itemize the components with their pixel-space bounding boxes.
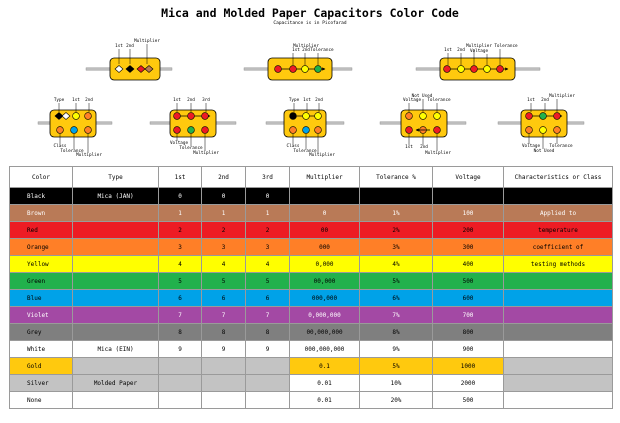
cell-d1: 4	[159, 256, 202, 273]
cell-color: Orange	[10, 239, 73, 256]
color-dot	[303, 127, 310, 134]
band-label: 2nd	[541, 98, 549, 103]
cell-volt: 400	[433, 256, 504, 273]
header-2nd: 2nd	[202, 167, 246, 188]
color-dot	[275, 66, 282, 73]
cell-color: Black	[10, 188, 73, 205]
band-label: 1st	[405, 145, 413, 150]
color-dot	[540, 127, 547, 134]
color-dot	[420, 113, 427, 120]
cell-char: Applied to	[504, 205, 613, 222]
table-row-yellow	[10, 256, 613, 273]
cell-color: Gold	[10, 358, 73, 375]
band-label: Class	[53, 144, 67, 149]
band-label: 2nd	[302, 48, 310, 53]
cell-volt: 200	[433, 222, 504, 239]
cell-d2: 2	[202, 222, 246, 239]
cell-color: White	[10, 341, 73, 358]
cell-mult: 0,000,000	[290, 307, 360, 324]
cell-mult: 00,000	[290, 273, 360, 290]
cell-tol: 4%	[360, 256, 433, 273]
cell-d3: 9	[246, 341, 290, 358]
cell-d2	[202, 392, 246, 409]
band-label: Multiplier	[76, 153, 102, 158]
color-dot	[434, 127, 441, 134]
cell-d3: 6	[246, 290, 290, 307]
cell-volt	[433, 188, 504, 205]
band-label: Multiplier	[293, 44, 319, 49]
cell-char	[504, 392, 613, 409]
cell-d2: 1	[202, 205, 246, 222]
cell-mult: 0	[290, 205, 360, 222]
table-row-silver	[10, 375, 613, 392]
cell-mult: 00	[290, 222, 360, 239]
cell-d1: 3	[159, 239, 202, 256]
band-label: Voltage	[469, 49, 489, 54]
cell-mult: 000,000	[290, 290, 360, 307]
header-voltage: Voltage	[433, 167, 504, 188]
cell-color: Grey	[10, 324, 73, 341]
cell-type	[73, 205, 159, 222]
cell-mult: 0.01	[290, 375, 360, 392]
band-label: 2nd	[420, 145, 428, 150]
band-label: 2nd	[126, 44, 134, 49]
color-dot	[188, 113, 195, 120]
band-label: 1st	[444, 48, 452, 53]
table-row-brown	[10, 205, 613, 222]
cell-char: temperature	[504, 222, 613, 239]
color-code-table	[9, 166, 613, 409]
cell-color: Brown	[10, 205, 73, 222]
table-header-row	[10, 167, 613, 188]
cell-volt: 500	[433, 273, 504, 290]
table-row-blue	[10, 290, 613, 307]
cell-volt: 2000	[433, 375, 504, 392]
band-label: 1st	[72, 98, 80, 103]
color-dot	[174, 113, 181, 120]
color-dot	[188, 127, 195, 134]
color-dot	[315, 127, 322, 134]
cell-d1: 0	[159, 188, 202, 205]
cell-type	[73, 256, 159, 273]
page-title: Mica and Molded Paper Capacitors Color Code	[161, 6, 459, 20]
color-dot	[484, 66, 491, 73]
cell-d1: 2	[159, 222, 202, 239]
table-row-orange	[10, 239, 613, 256]
band-label: 1st	[527, 98, 535, 103]
table-row-grey	[10, 324, 613, 341]
cell-mult: 000,000,000	[290, 341, 360, 358]
table-row-gold	[10, 358, 613, 375]
table-row-green	[10, 273, 613, 290]
color-dot	[202, 113, 209, 120]
cell-tol: 20%	[360, 392, 433, 409]
header-1st: 1st	[159, 167, 202, 188]
cell-d3: 8	[246, 324, 290, 341]
cell-d1: 8	[159, 324, 202, 341]
cell-tol: 5%	[360, 358, 433, 375]
band-label: Class	[286, 144, 300, 149]
color-dot	[303, 113, 310, 120]
cell-volt: 700	[433, 307, 504, 324]
cell-char	[504, 188, 613, 205]
diagram-bottom-4	[380, 93, 466, 156]
color-dot	[315, 66, 322, 73]
diagram-bottom-5	[498, 93, 584, 154]
diagram-bottom-2	[150, 97, 236, 156]
cell-d3	[246, 375, 290, 392]
cell-type	[73, 239, 159, 256]
header-tolerance: Tolerance %	[360, 167, 433, 188]
cell-tol: 7%	[360, 307, 433, 324]
color-dot	[434, 113, 441, 120]
table-row-red	[10, 222, 613, 239]
color-dot	[540, 113, 547, 120]
cell-volt: 800	[433, 324, 504, 341]
header-3rd: 3rd	[246, 167, 290, 188]
header-multiplier: Multiplier	[290, 167, 360, 188]
band-label: Voltage	[402, 98, 422, 103]
band-label: Not Used	[533, 149, 555, 154]
cell-d2	[202, 375, 246, 392]
band-label: 1st	[115, 44, 123, 49]
band-label: Multiplier	[134, 39, 160, 44]
cell-d3: 1	[246, 205, 290, 222]
cell-color: Green	[10, 273, 73, 290]
cell-d1: 6	[159, 290, 202, 307]
cell-tol: 1%	[360, 205, 433, 222]
band-label: Multiplier	[549, 94, 575, 99]
cell-d3: 0	[246, 188, 290, 205]
band-label: Voltage	[521, 144, 541, 149]
cell-d2: 3	[202, 239, 246, 256]
cell-volt: 300	[433, 239, 504, 256]
cell-d3: 2	[246, 222, 290, 239]
band-label: Multiplier	[309, 153, 335, 158]
color-dot	[554, 127, 561, 134]
color-dot	[458, 66, 465, 73]
cell-tol: 5%	[360, 273, 433, 290]
cell-d1	[159, 375, 202, 392]
color-dot	[290, 66, 297, 73]
color-dot	[302, 66, 309, 73]
cell-d2: 7	[202, 307, 246, 324]
cell-char	[504, 358, 613, 375]
cell-type	[73, 392, 159, 409]
color-dot	[315, 113, 322, 120]
cell-type	[73, 290, 159, 307]
band-label: Tolerance	[310, 48, 334, 53]
band-label: Type	[53, 98, 65, 103]
diagram-top-2	[244, 43, 352, 80]
color-dot	[406, 127, 413, 134]
cell-d1: 7	[159, 307, 202, 324]
band-label: 2nd	[187, 98, 195, 103]
cell-type: Mica (JAN)	[73, 188, 159, 205]
cell-char: testing methods	[504, 256, 613, 273]
table-row-black	[10, 188, 613, 205]
cell-mult: 0,000	[290, 256, 360, 273]
cell-tol: 3%	[360, 239, 433, 256]
cell-char	[504, 341, 613, 358]
diagram-top-3	[416, 43, 540, 80]
cell-char	[504, 307, 613, 324]
cell-color: None	[10, 392, 73, 409]
cell-d1: 5	[159, 273, 202, 290]
cell-color: Yellow	[10, 256, 73, 273]
cell-type	[73, 222, 159, 239]
cell-volt: 600	[433, 290, 504, 307]
diagram-top-1	[86, 38, 172, 80]
cell-d2: 4	[202, 256, 246, 273]
cell-char: coefficient of	[504, 239, 613, 256]
color-dot	[85, 127, 92, 134]
cell-color: Blue	[10, 290, 73, 307]
cell-d2: 6	[202, 290, 246, 307]
cell-d1	[159, 358, 202, 375]
color-dot	[57, 127, 64, 134]
cell-d2: 8	[202, 324, 246, 341]
cell-char	[504, 273, 613, 290]
cell-color: Silver	[10, 375, 73, 392]
cell-d2	[202, 358, 246, 375]
color-dot	[526, 127, 533, 134]
color-dot	[290, 113, 297, 120]
color-dot	[471, 66, 478, 73]
color-dot	[71, 127, 78, 134]
cell-volt: 900	[433, 341, 504, 358]
cell-type	[73, 358, 159, 375]
band-label: Multiplier	[466, 44, 492, 49]
band-label: Tolerance	[60, 149, 84, 154]
band-label: Tolerance	[427, 98, 451, 103]
color-dot	[73, 113, 80, 120]
table-row-none	[10, 392, 613, 409]
band-label: Multiplier	[425, 151, 451, 156]
cell-type: Molded Paper	[73, 375, 159, 392]
cell-color: Red	[10, 222, 73, 239]
cell-d1: 9	[159, 341, 202, 358]
band-label: Not Used	[411, 94, 433, 99]
band-label: 1st	[292, 48, 300, 53]
capacitor-diagrams	[0, 0, 620, 166]
band-label: 3rd	[202, 98, 210, 103]
band-label: 1st	[173, 98, 181, 103]
color-dot	[174, 127, 181, 134]
cell-type	[73, 307, 159, 324]
color-dot	[202, 127, 209, 134]
color-dot	[526, 113, 533, 120]
cell-tol: 9%	[360, 341, 433, 358]
cell-d3	[246, 358, 290, 375]
table-row-white	[10, 341, 613, 358]
cell-char	[504, 375, 613, 392]
color-dot	[406, 113, 413, 120]
header-characteristics: Characteristics or Class	[504, 167, 613, 188]
cell-d3: 4	[246, 256, 290, 273]
cell-tol	[360, 188, 433, 205]
cell-color: Violet	[10, 307, 73, 324]
cell-d3: 3	[246, 239, 290, 256]
diagram-bottom-1	[38, 97, 112, 158]
cell-d3: 5	[246, 273, 290, 290]
band-label: Voltage	[169, 141, 189, 146]
cell-mult: 0.01	[290, 392, 360, 409]
cell-mult: 0.1	[290, 358, 360, 375]
cell-d1: 1	[159, 205, 202, 222]
cell-d2: 0	[202, 188, 246, 205]
band-label: 2nd	[315, 98, 323, 103]
table-row-violet	[10, 307, 613, 324]
diagram-bottom-3	[266, 97, 344, 158]
cell-d2: 5	[202, 273, 246, 290]
cell-tol: 8%	[360, 324, 433, 341]
band-label: 2nd	[457, 48, 465, 53]
band-label: Tolerance	[549, 144, 573, 149]
header-color: Color	[10, 167, 73, 188]
cell-mult	[290, 188, 360, 205]
color-dot	[85, 113, 92, 120]
cell-mult: 000	[290, 239, 360, 256]
band-label: Multiplier	[193, 151, 219, 156]
color-dot	[554, 113, 561, 120]
cell-volt: 500	[433, 392, 504, 409]
color-dot	[290, 127, 297, 134]
cell-volt: 100	[433, 205, 504, 222]
color-dot	[497, 66, 504, 73]
cell-d2: 9	[202, 341, 246, 358]
cell-type: Mica (EIN)	[73, 341, 159, 358]
cell-d3	[246, 392, 290, 409]
band-label: Type	[288, 98, 300, 103]
page-subtitle: Capacitance is in Picofarad	[273, 21, 347, 26]
cell-d3: 7	[246, 307, 290, 324]
band-label: 1st	[303, 98, 311, 103]
band-label: Tolerance	[179, 146, 203, 151]
cell-tol: 10%	[360, 375, 433, 392]
band-label: Tolerance	[494, 44, 518, 49]
cell-char	[504, 290, 613, 307]
cell-tol: 2%	[360, 222, 433, 239]
cell-volt: 1000	[433, 358, 504, 375]
band-label: 2nd	[85, 98, 93, 103]
cell-mult: 00,000,000	[290, 324, 360, 341]
band-label: Tolerance	[293, 149, 317, 154]
cell-d1	[159, 392, 202, 409]
cell-type	[73, 324, 159, 341]
color-dot	[444, 66, 451, 73]
cell-type	[73, 273, 159, 290]
cell-tol: 6%	[360, 290, 433, 307]
cell-char	[504, 324, 613, 341]
header-type: Type	[73, 167, 159, 188]
